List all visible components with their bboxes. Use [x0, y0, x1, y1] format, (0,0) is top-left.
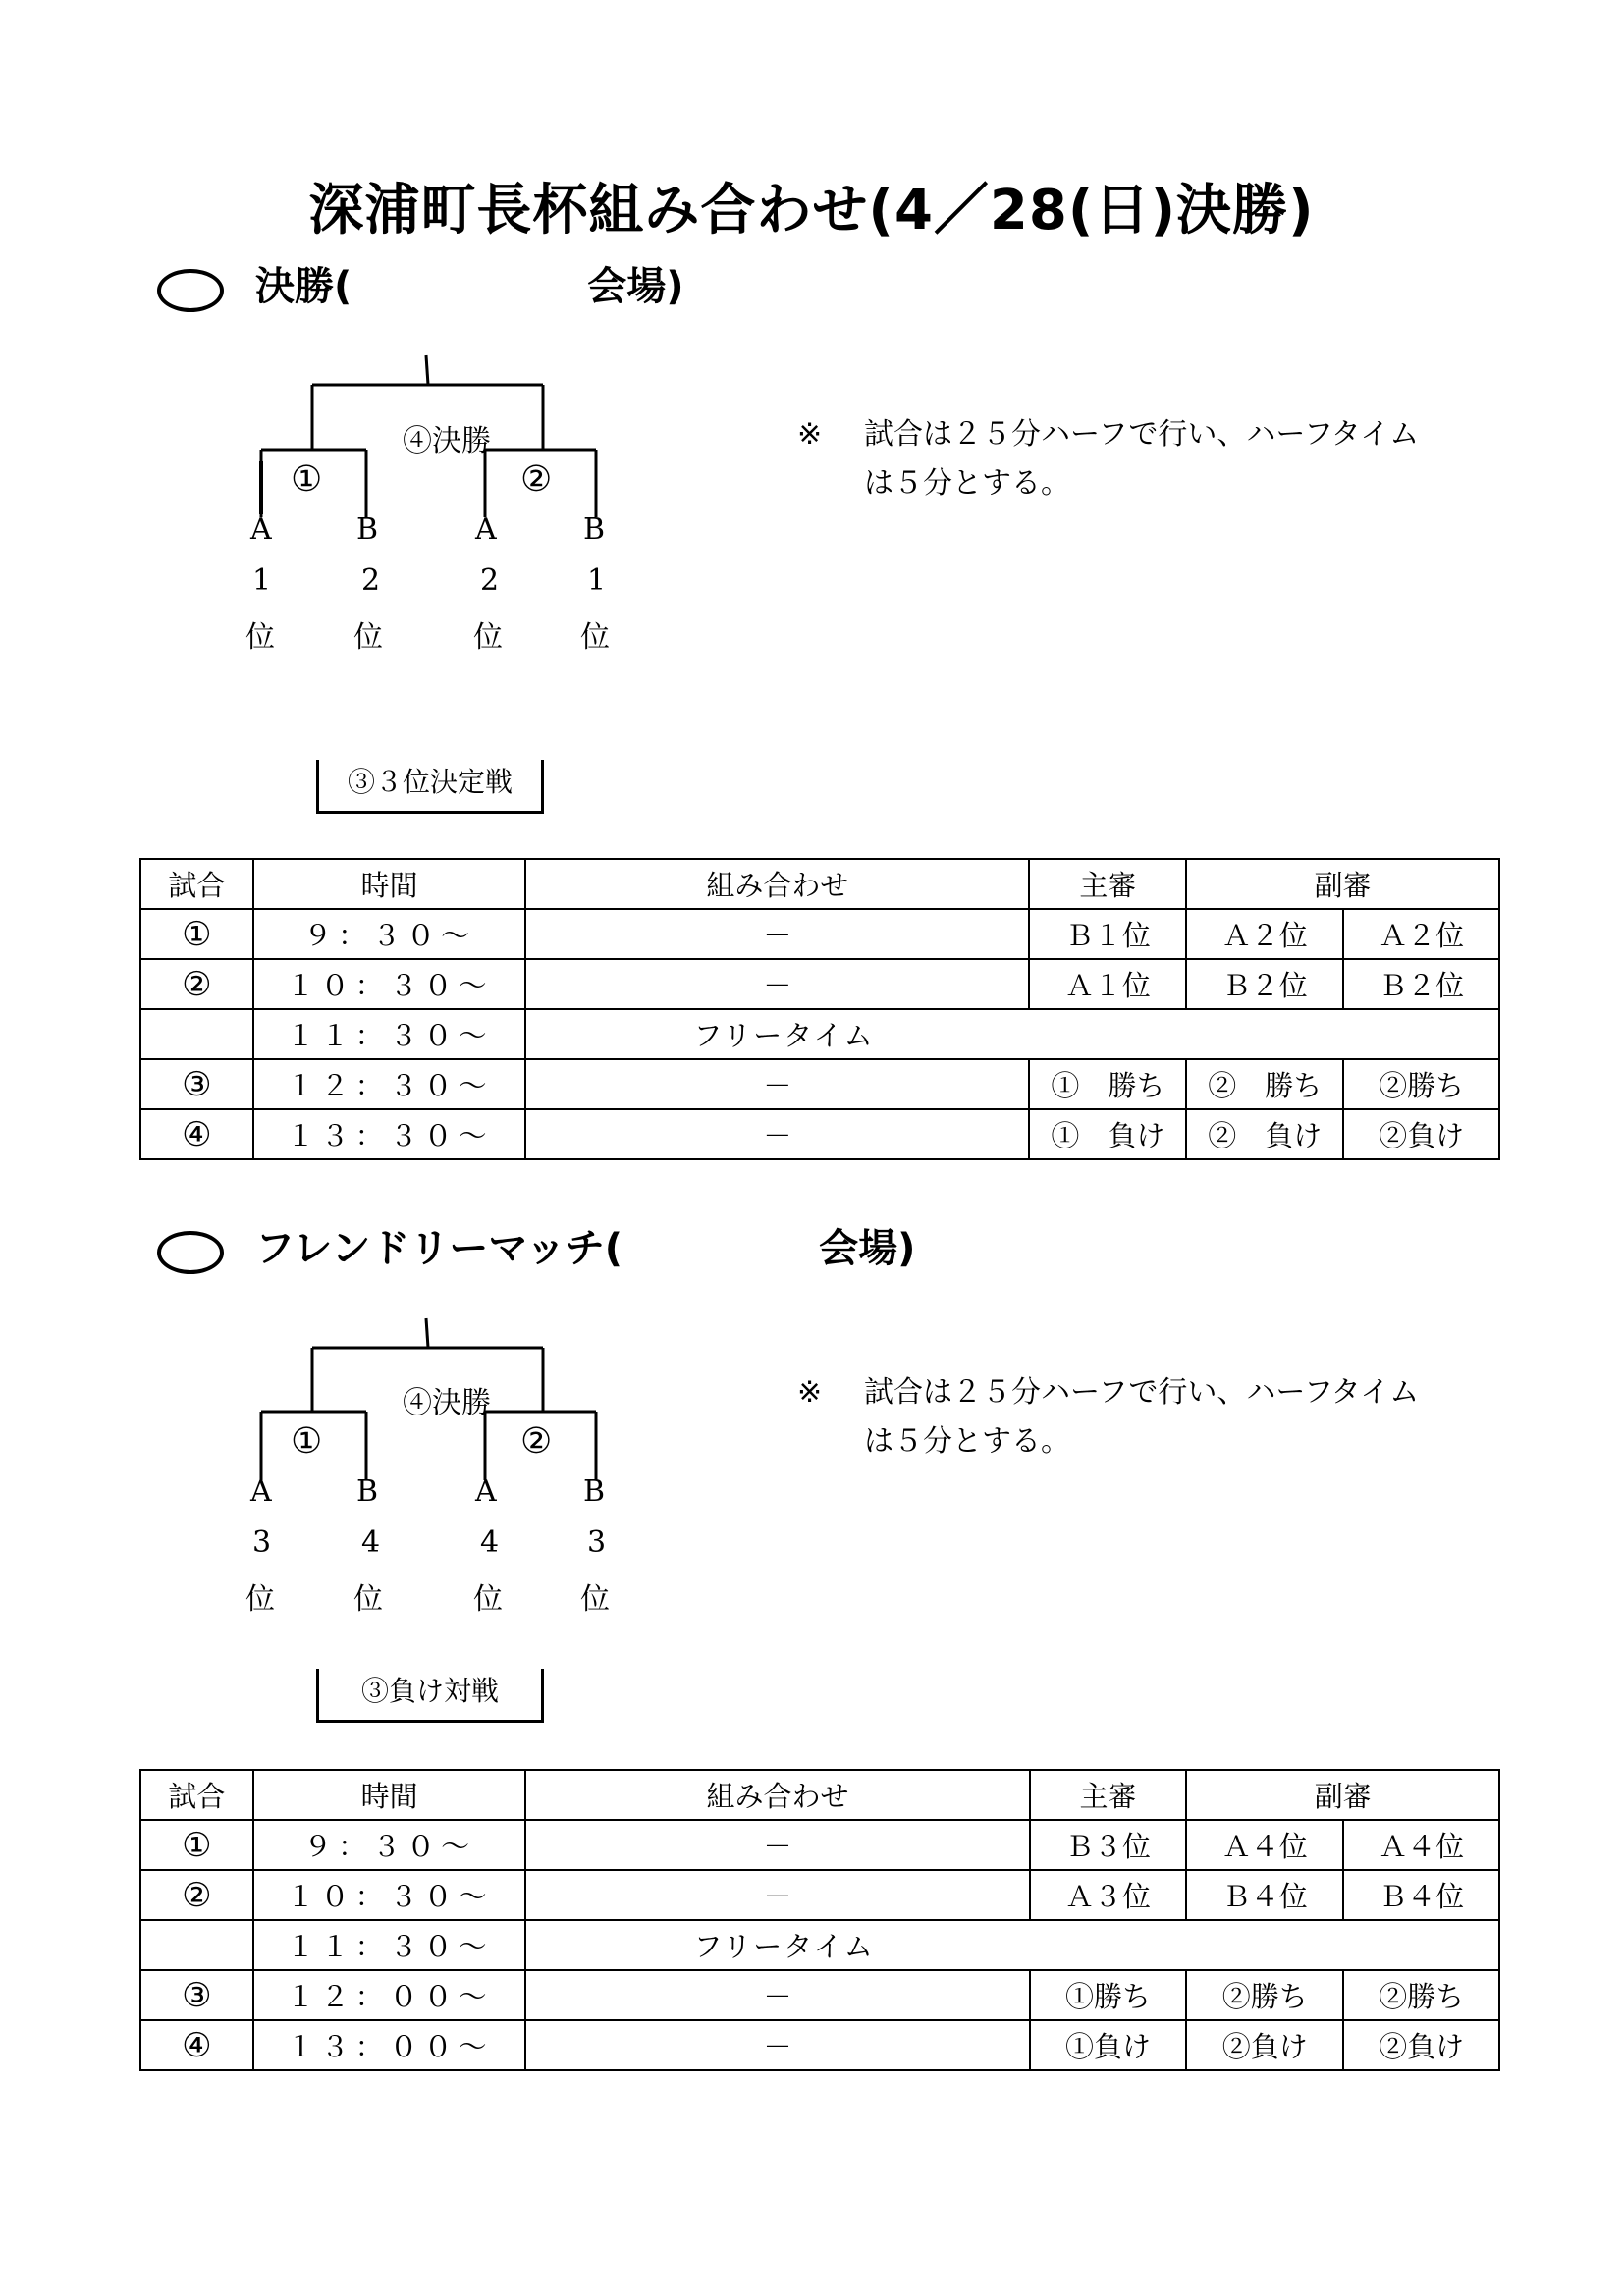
loser-match-label: ③負け対戦	[316, 1669, 544, 1723]
table-row	[140, 1059, 1499, 1109]
table-row	[140, 1109, 1499, 1159]
cell-pairing: －	[525, 1970, 1029, 2020]
cell-referee: ①勝ち	[1030, 1970, 1187, 2020]
table-row	[140, 1970, 1499, 2020]
cell-assistant-1: ② 負け	[1186, 1109, 1343, 1159]
cell-time: １３：００～	[253, 2020, 526, 2070]
team-unit: 位	[473, 1582, 503, 1617]
team-unit: 位	[353, 1582, 383, 1617]
cell-assistant-2: Ｂ２位	[1343, 959, 1499, 1009]
schedule-table	[139, 858, 1500, 1160]
table-row	[140, 1820, 1499, 1870]
cell-time: １２：００～	[253, 1970, 526, 2020]
cell-pairing: －	[525, 1870, 1029, 1920]
cell-time: １０：３０～	[253, 959, 526, 1009]
circle-bullet-icon	[157, 1231, 224, 1274]
third-place-label: ③３位決定戦	[316, 760, 544, 814]
section-title: フレンドリーマッチ( 会場)	[255, 1226, 916, 1271]
semi-label-1: ①	[291, 459, 323, 500]
header-referee: 主審	[1030, 1770, 1187, 1820]
cell-assistant-2: ②負け	[1343, 1109, 1499, 1159]
team-group: A	[475, 512, 497, 547]
team-rank: 2	[480, 563, 500, 598]
team-group: B	[356, 1474, 379, 1509]
cell-assistant-1: ②勝ち	[1186, 1970, 1343, 2020]
header-pairing: 組み合わせ	[525, 1770, 1029, 1820]
cell-assistant-1: ② 勝ち	[1186, 1059, 1343, 1109]
team-rank: 2	[361, 563, 381, 598]
cell-referee: ① 勝ち	[1029, 1059, 1186, 1109]
team-group: A	[475, 1474, 497, 1509]
team-group: A	[250, 512, 272, 547]
cell-referee: Ａ１位	[1029, 959, 1186, 1009]
header-time: 時間	[253, 859, 526, 909]
cell-assistant-2: Ａ２位	[1343, 909, 1499, 959]
semi-label-2: ②	[520, 459, 553, 500]
team-unit: 位	[580, 1582, 610, 1617]
cell-assistant-1: Ｂ２位	[1186, 959, 1343, 1009]
table-header-row	[140, 859, 1499, 909]
cell-match: ①	[140, 1820, 253, 1870]
team-rank: 3	[252, 1525, 272, 1560]
note-line: は５分とする。	[864, 466, 1070, 501]
table-row	[140, 1009, 1499, 1059]
cell-referee: ① 負け	[1029, 1109, 1186, 1159]
cell-assistant-2: ②勝ち	[1343, 1970, 1499, 2020]
cell-time: １１：３０～	[253, 1920, 526, 1970]
cell-assistant-2: Ｂ４位	[1343, 1870, 1499, 1920]
header-assistant: 副審	[1186, 859, 1499, 909]
final-label: ④決勝	[403, 424, 491, 458]
header-assistant: 副審	[1186, 1770, 1499, 1820]
cell-pairing: －	[525, 909, 1029, 959]
team-unit: 位	[473, 620, 503, 655]
cell-match: ②	[140, 959, 253, 1009]
cell-time: １０：３０～	[253, 1870, 526, 1920]
team-unit: 位	[245, 1582, 275, 1617]
note-line: は５分とする。	[864, 1424, 1070, 1459]
team-rank: 4	[361, 1525, 381, 1560]
cell-assistant-1: Ａ２位	[1186, 909, 1343, 959]
cell-match: ④	[140, 2020, 253, 2070]
cell-match	[140, 1009, 253, 1059]
cell-assistant-1: ②負け	[1186, 2020, 1343, 2070]
schedule-table	[139, 1769, 1500, 2071]
cell-assistant-2: ②負け	[1343, 2020, 1499, 2070]
cell-match	[140, 1920, 253, 1970]
table-header-row	[140, 1770, 1499, 1820]
team-rank: 3	[587, 1525, 607, 1560]
table-row	[140, 959, 1499, 1009]
header-match: 試合	[140, 1770, 253, 1820]
header-referee: 主審	[1029, 859, 1186, 909]
note-mark: ※	[797, 417, 823, 452]
team-unit: 位	[353, 620, 383, 655]
section-title: 決勝( 会場)	[255, 264, 684, 309]
cell-time: ９：３０～	[253, 1820, 526, 1870]
cell-match: ①	[140, 909, 253, 959]
header-pairing: 組み合わせ	[525, 859, 1029, 909]
team-rank: 4	[480, 1525, 500, 1560]
note-line: 試合は２５分ハーフで行い、ハーフタイム	[864, 1375, 1420, 1410]
cell-assistant-1: Ａ４位	[1186, 1820, 1343, 1870]
cell-pairing: －	[525, 1820, 1029, 1870]
header-time: 時間	[253, 1770, 526, 1820]
table-row	[140, 2020, 1499, 2070]
final-label: ④決勝	[403, 1386, 491, 1420]
cell-pairing: －	[525, 1059, 1029, 1109]
cell-referee: Ｂ１位	[1029, 909, 1186, 959]
team-rank: 1	[252, 563, 272, 598]
cell-assistant-1: Ｂ４位	[1186, 1870, 1343, 1920]
cell-time: １１：３０～	[253, 1009, 526, 1059]
cell-match: ②	[140, 1870, 253, 1920]
team-unit: 位	[245, 620, 275, 655]
cell-assistant-2: ②勝ち	[1343, 1059, 1499, 1109]
cell-free-time: フリータイム	[525, 1920, 1499, 1970]
team-unit: 位	[580, 620, 610, 655]
cell-free-time: フリータイム	[525, 1009, 1499, 1059]
team-group: B	[583, 512, 606, 547]
cell-referee: Ａ３位	[1030, 1870, 1187, 1920]
team-group: B	[356, 512, 379, 547]
cell-pairing: －	[525, 959, 1029, 1009]
cell-assistant-2: Ａ４位	[1343, 1820, 1499, 1870]
cell-match: ④	[140, 1109, 253, 1159]
cell-referee: Ｂ３位	[1030, 1820, 1187, 1870]
cell-time: １３：３０～	[253, 1109, 526, 1159]
table-row	[140, 1870, 1499, 1920]
note-mark: ※	[797, 1375, 823, 1410]
team-group: B	[583, 1474, 606, 1509]
cell-time: ９：３０～	[253, 909, 526, 959]
table-row	[140, 1920, 1499, 1970]
cell-match: ③	[140, 1970, 253, 2020]
header-match: 試合	[140, 859, 253, 909]
semi-label-2: ②	[520, 1421, 553, 1462]
cell-pairing: －	[525, 2020, 1029, 2070]
rules-note	[797, 1368, 1420, 1565]
semi-label-1: ①	[291, 1421, 323, 1462]
team-rank: 1	[587, 563, 607, 598]
table-row	[140, 909, 1499, 959]
cell-match: ③	[140, 1059, 253, 1109]
note-line: 試合は２５分ハーフで行い、ハーフタイム	[864, 417, 1420, 452]
team-group: A	[250, 1474, 272, 1509]
cell-referee: ①負け	[1030, 2020, 1187, 2070]
cell-pairing: －	[525, 1109, 1029, 1159]
rules-note	[797, 410, 1420, 607]
cell-time: １２：３０～	[253, 1059, 526, 1109]
page-title: 深浦町長杯組み合わせ(4／28(日)決勝)	[308, 179, 1315, 242]
